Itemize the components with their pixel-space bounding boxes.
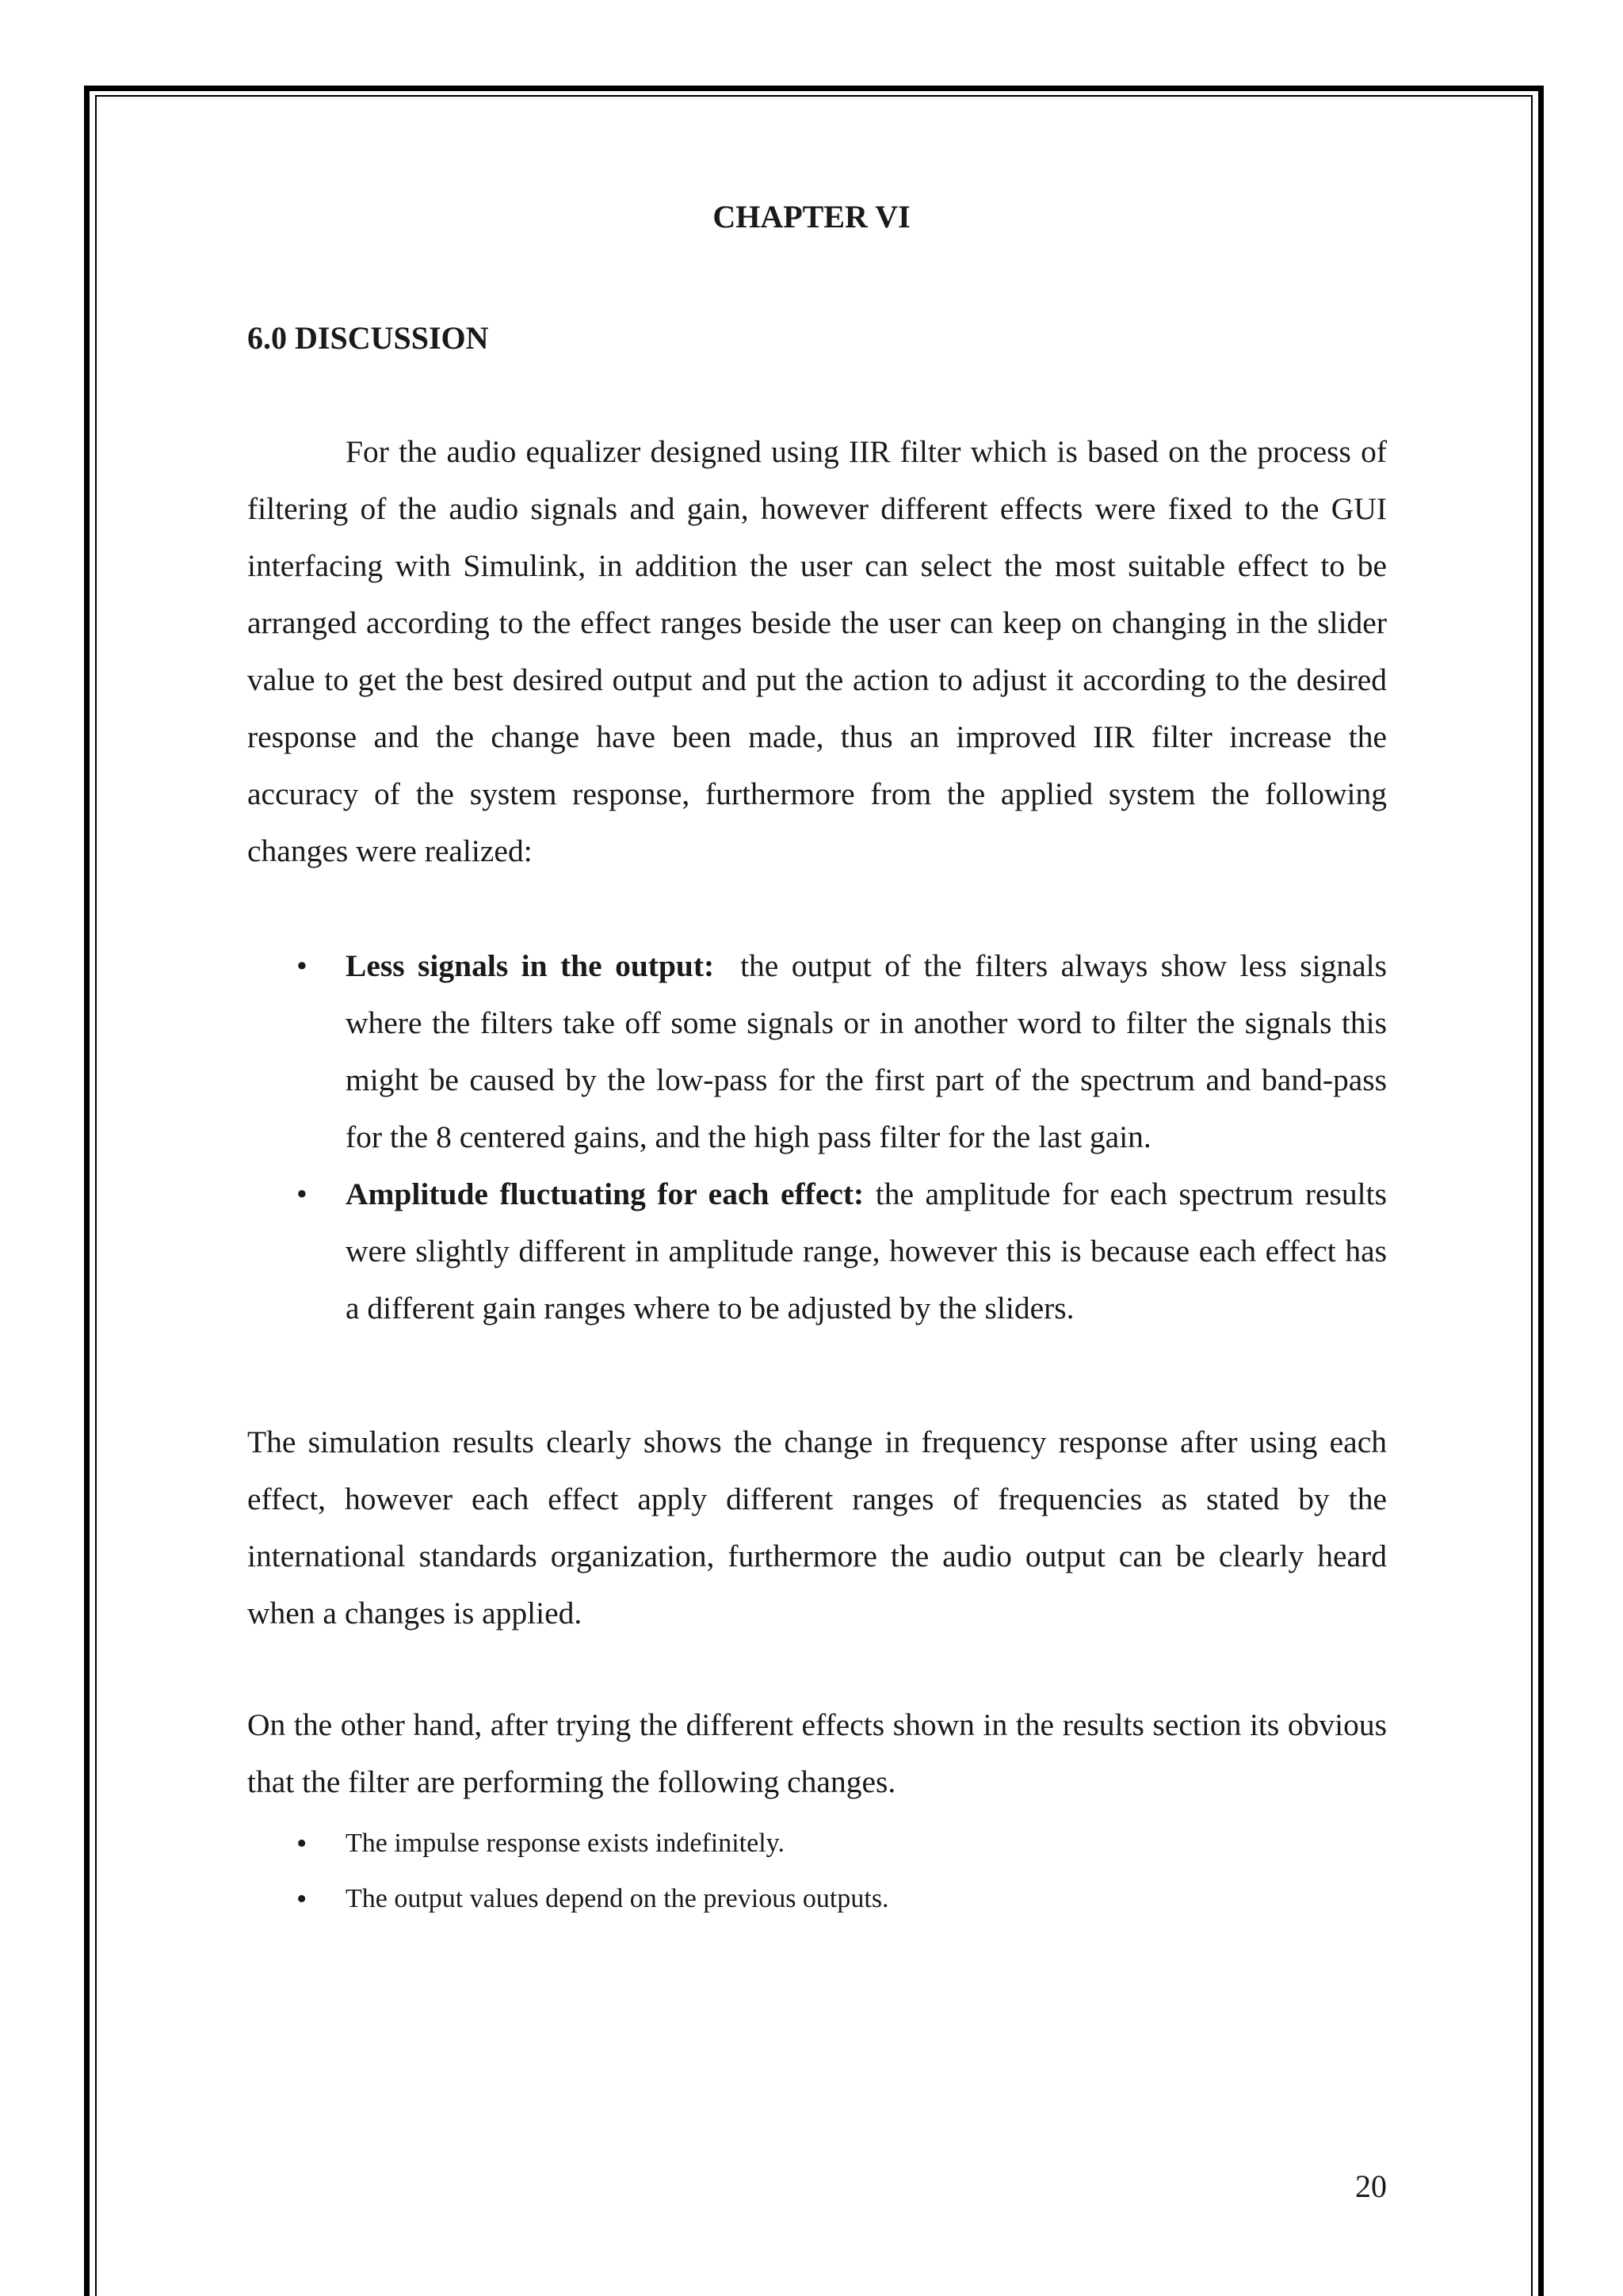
observation-title: Less signals in the output: [346, 948, 715, 983]
observation-text: the output of the filters always show less signals where the filters take off some signals or in another word to filter the signals this might be caused by the low-pass for the first part of the spectrum and band-pass for the 8 centered gains, and the high pass filter for the last gain. [346, 948, 1388, 1154]
bullet-icon: • [296, 1827, 307, 1860]
section-heading: 6.0 DISCUSSION [247, 320, 489, 356]
filter-change-item [247, 1816, 1387, 1871]
observation-item [247, 1165, 1387, 1337]
filter-changes-list [247, 1816, 1387, 1927]
page-number: 20 [1355, 2168, 1387, 2204]
filter-change-text: The impulse response exists indefinitely. [346, 1829, 785, 1858]
chapter-title: CHAPTER VI [712, 199, 911, 235]
other-hand-paragraph: On the other hand, after trying the different effects shown in the results section its obvious that the filter are performing the following changes. [247, 1707, 1387, 1799]
filter-change-item [247, 1871, 1387, 1927]
bullet-icon: • [296, 948, 307, 983]
bullet-icon: • [296, 1882, 307, 1916]
bullet-icon: • [296, 1177, 307, 1211]
intro-paragraph: For the audio equalizer designed using IIR filter which is based on the process of filtering of the audio signals and gain, however different effects were fixed to the GUI interfacing with Simulink, in addition the user can select the most suitable effect to be arranged according to the effect ranges beside the user can keep on changing in the slider value to get the best desired output and put the action to adjust it according to the desired response and the change have been made, thus an improved IIR filter increase the accuracy of the system response, furthermore from the applied system the following changes were realized: [247, 434, 1387, 868]
simulation-paragraph: The simulation results clearly shows the change in frequency response after using each effect, however each effect apply different ranges of frequencies as stated by the international standards organization, furthermore the audio output can be clearly heard when a changes is applied. [247, 1425, 1387, 1630]
observation-text: the amplitude for each spectrum results were slightly different in amplitude range, however this is because each effect has a different gain ranges where to be adjusted by the sliders. [346, 1177, 1387, 1325]
observation-item [247, 937, 1387, 1165]
observation-title: Amplitude fluctuating for each effect: [346, 1177, 865, 1211]
filter-change-text: The output values depend on the previous outputs. [346, 1884, 889, 1913]
observations-list [247, 937, 1387, 1337]
